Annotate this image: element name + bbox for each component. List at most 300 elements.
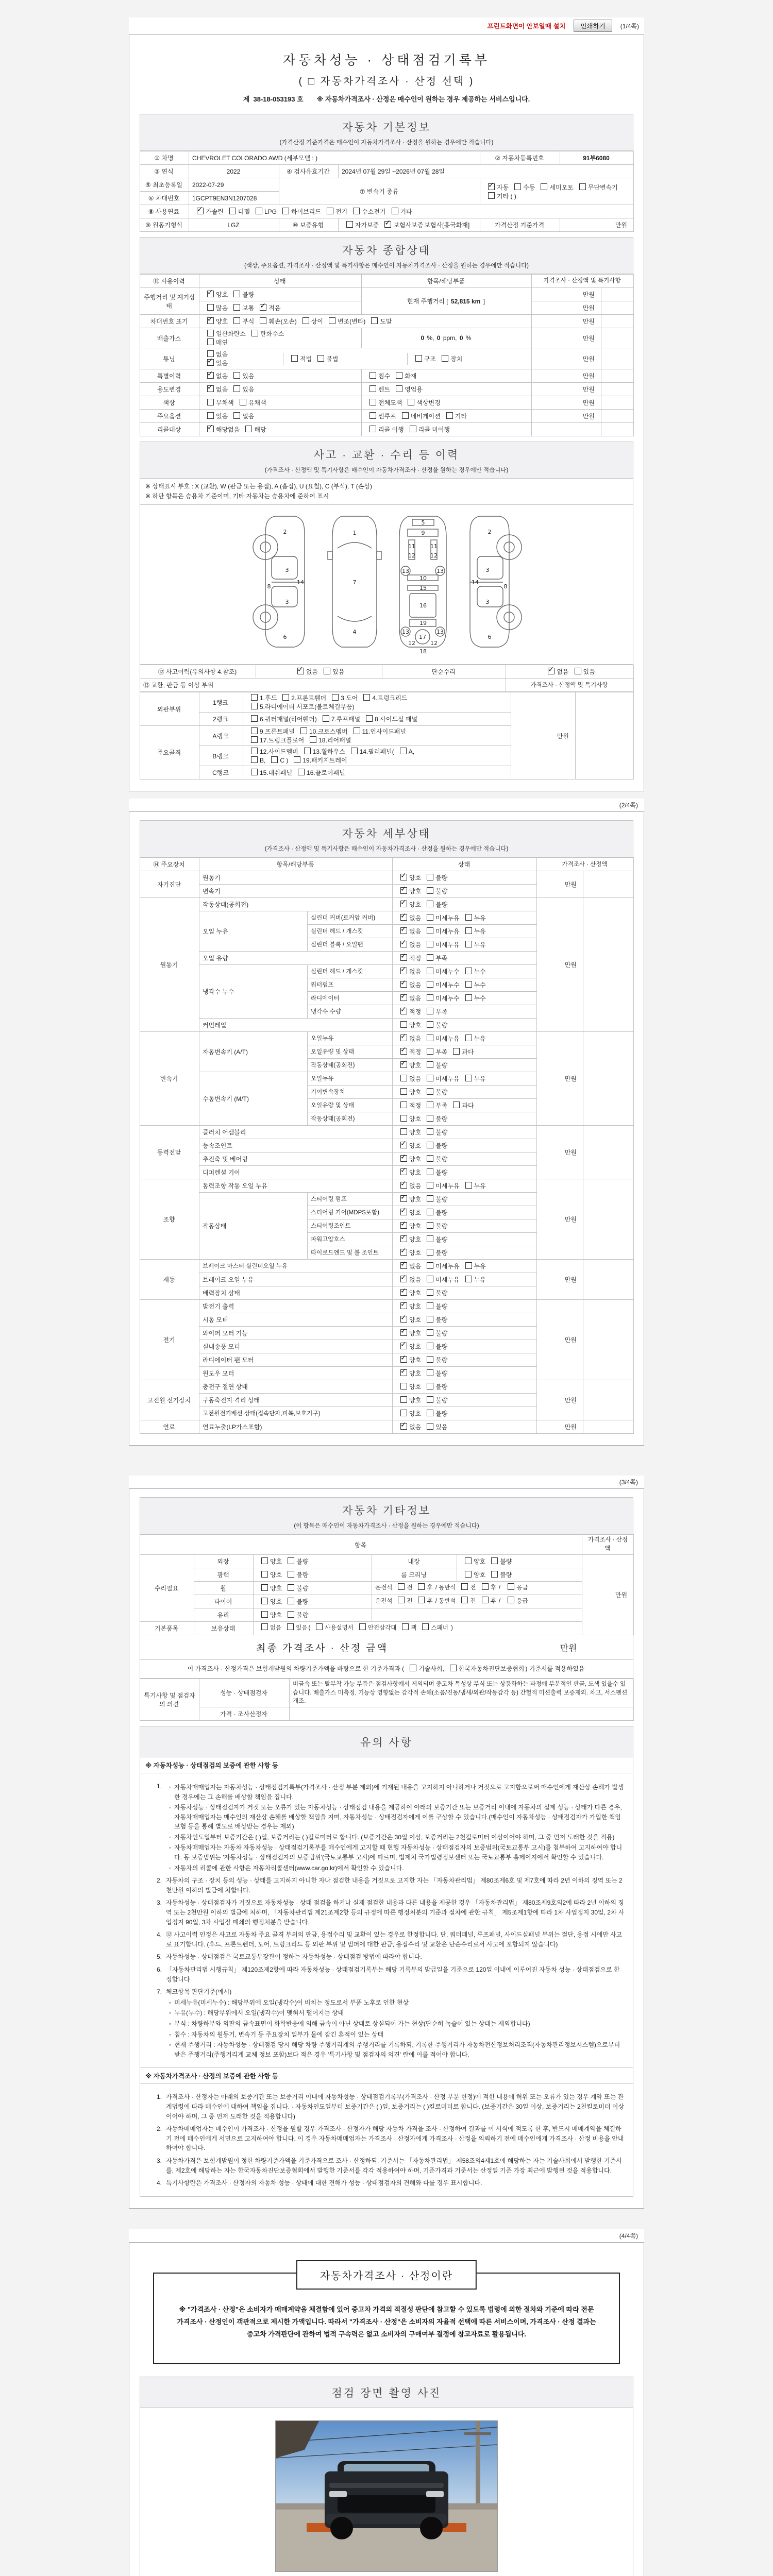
checkbox[interactable] [427, 1142, 433, 1148]
checkbox[interactable] [261, 1611, 268, 1618]
checkbox[interactable] [427, 994, 433, 1001]
checkbox[interactable] [400, 981, 407, 988]
cell [601, 423, 634, 436]
checkbox[interactable] [400, 1410, 407, 1416]
checkbox[interactable] [400, 1316, 407, 1323]
panel-number: 11 [430, 543, 438, 550]
table-row [140, 871, 634, 885]
checkbox[interactable] [427, 1101, 433, 1108]
cell: 만원 [537, 1260, 583, 1300]
photos-panel [140, 2408, 633, 2576]
cell: 라디에이터 팬 모터 [199, 1353, 393, 1367]
checkbox[interactable] [260, 304, 266, 311]
checkbox[interactable] [366, 715, 373, 722]
cell: 오일 유량 [199, 952, 393, 965]
cell: ✓ 적정 부족 과다 [393, 1045, 537, 1059]
checkbox[interactable] [427, 1410, 433, 1416]
checkbox[interactable] [288, 1598, 294, 1604]
checkbox[interactable] [482, 1583, 489, 1590]
document-number-line [140, 94, 633, 104]
cell: 보유상태 [194, 1621, 254, 1635]
cell: C랭크 [199, 766, 243, 779]
checkbox[interactable] [427, 941, 433, 947]
checkbox[interactable] [359, 1623, 366, 1630]
checkbox[interactable] [410, 1665, 416, 1671]
checkbox[interactable] [446, 412, 453, 419]
checkbox[interactable] [400, 1329, 407, 1336]
cell: 발전기 출력 [199, 1300, 393, 1313]
checkbox[interactable] [251, 756, 258, 763]
checkbox[interactable] [400, 1155, 407, 1162]
final-price-unit: 만원 [560, 1643, 577, 1653]
checkbox[interactable] [465, 914, 472, 921]
checkbox[interactable] [398, 1597, 405, 1603]
checkbox[interactable] [465, 1557, 472, 1564]
cell: 룸 크리닝 [372, 1568, 457, 1581]
cell: ⑨ 원동기형식 [140, 218, 189, 232]
checkbox[interactable] [400, 1276, 407, 1282]
table-row [140, 1707, 634, 1720]
checkbox[interactable] [369, 426, 376, 432]
checkbox[interactable] [400, 1343, 407, 1349]
checkbox[interactable] [396, 385, 402, 392]
cell: 비금속 또는 탈부착 가능 부품은 점검사항에서 제외되며 중고차 특성상 부식 또는 상품화하는 과정에 부분적인 판금, 도색 있을수 있습니다. 배출가스 미측정, 기능상 영향없는 감각적 손해(소음/진동/냄새/외관/작동감각 등) 간헐적 미션출력 보증제외. 차고, 서스펜션 개조. [290, 1679, 634, 1707]
checkbox[interactable] [427, 1182, 433, 1189]
checkbox[interactable] [207, 304, 214, 311]
cell: 현재 주행거리 [ 52,815 km ] [362, 288, 532, 315]
panel-number: 5 [421, 519, 425, 527]
checkbox[interactable] [427, 1061, 433, 1068]
checkbox[interactable] [288, 1557, 294, 1564]
cell: 만원 [532, 410, 601, 423]
pricing-info-body: ※ "가격조사 · 산정"은 소비자가 매매계약을 체결함에 있어 중고차 가격의 적절성 판단에 참고할 수 있도록 법령에 의한 절차와 기준에 따라 전문 가격조사 · 산정인이 객관적으로 제시한 가액입니다. 따라서 "가격조사 · 산정"은 소비자의 자율적 선택에 따른 서비스이며, 가격조사 · 산정 결과는 중고차 가격판단에 관하여 법적 구속력은 없고 소비자의 구매여부 결정에 참고자료로 활용됩니다. [177, 2305, 596, 2338]
cell: 만원 [532, 383, 601, 396]
checkbox[interactable] [579, 183, 586, 190]
checkbox[interactable] [207, 317, 214, 324]
checkbox[interactable] [400, 1008, 407, 1014]
table-row [140, 692, 634, 713]
checkbox[interactable] [392, 208, 398, 214]
checkbox[interactable] [427, 1262, 433, 1269]
cell: ✓ 없음 있음 [393, 1420, 537, 1434]
cell: 있음 없음 [199, 410, 362, 423]
table-row [140, 1260, 634, 1273]
checkbox[interactable] [453, 1048, 460, 1055]
checkbox[interactable] [418, 1583, 425, 1590]
checkbox[interactable] [251, 748, 258, 754]
cell: 1.후드 2.프론트휀더 3.도어 4.트렁크리드 5.라디에이터 서포트(볼트체결부품) [243, 692, 511, 713]
checkbox[interactable] [229, 208, 236, 214]
cell: 원동기 [140, 898, 199, 1032]
checkbox[interactable] [400, 1195, 407, 1202]
checkbox[interactable] [427, 1088, 433, 1095]
table-row [140, 348, 634, 369]
checkbox[interactable] [465, 968, 472, 974]
checkbox[interactable] [514, 183, 521, 190]
checkbox[interactable] [427, 927, 433, 934]
checkbox[interactable] [427, 1356, 433, 1363]
checkbox[interactable] [427, 901, 433, 907]
checkbox[interactable] [415, 355, 422, 362]
checkbox[interactable] [346, 221, 353, 228]
checkbox[interactable] [427, 874, 433, 880]
checkbox[interactable] [488, 183, 495, 190]
checkbox[interactable] [400, 1235, 407, 1242]
checkbox[interactable] [427, 1289, 433, 1296]
checkbox[interactable] [427, 1383, 433, 1389]
cell: 단순수리 [382, 665, 506, 679]
checkbox[interactable] [317, 355, 324, 362]
panel-number: 13 [401, 629, 409, 636]
checkbox[interactable] [327, 208, 333, 214]
checkbox[interactable] [400, 1128, 407, 1135]
cell: 조향 [140, 1179, 199, 1260]
checkbox[interactable] [427, 1075, 433, 1081]
checkbox[interactable] [288, 1611, 294, 1618]
checkbox[interactable] [354, 727, 360, 734]
checkbox[interactable] [427, 1276, 433, 1282]
cell: 만원 [532, 348, 601, 369]
checkbox[interactable] [427, 968, 433, 974]
cell: 외판부위 [140, 692, 199, 726]
notice-item: 1. ◦ 자동차매매업자는 자동차성능 · 상태점검기록부(가격조사 · 산정 부분 제외)에 기재된 내용을 고지하지 아니하거나 거짓으로 고지함으로써 매수인에게 재산상 손해가 발생한 경우에는 그 손해를 배상할 책임을 집니다. ◦ 자동차성능 · 상태점검자가 거짓 또는 오류가 있는 자동차성능 · 상태점검 내용을 제공하여 아래의 보증기간 또는 보증거리 이내에 자동차의 실제 성능 · 상태가 다른 경우, 자동차매매업자는 매수인의 재산상 손해를 배상할 책임을 지며, 자동차성능 · 상태점검자에게 이를 구상할 수 있습니다.(매수인이 자동차성능 · 상태점검자가 가입한 책임보험 등을 통해 별도로 배상받는 경우는 제외) ◦ 자동차인도일부터 보증기간은 ( )일, 보증거리는 ( )킬로미터로 합니다. (보증기간은 30일 이상, 보증거리는 2천킬로미터 이상이어야 하며, 그 중 먼저 도래한 것을 적용) ◦ 자동차매매업자는 자동차 자동차성능 · 상태점검기록부를 매수인에게 고지할 때 현행 자동차성능 · 상태점검자의 보증범위(국토교통부 고시)를 첨부하여 고지하여야 합니다. 동 보증범위는 '자동차성능 · 상태점검자의 보증범위'(국토교통부 고시)에 따르며, 법제처 국가법령정보센터 또는 국토교통부 홈페이지에서 확인할 수 있습니다. ◦ 자동차의 리콜에 관한 사항은 자동차리콜센터(www.car.go.kr)에서 확인할 수 있습니다. [156, 1782, 624, 1872]
checkbox[interactable] [207, 426, 214, 432]
checkbox[interactable] [233, 304, 240, 311]
checkbox[interactable] [450, 1665, 457, 1671]
checkbox[interactable] [261, 1623, 268, 1630]
checkbox[interactable] [400, 1423, 407, 1430]
section-basic-info [140, 114, 633, 151]
checkbox[interactable] [251, 769, 258, 775]
cell: 운전석 전 후 / 동반석 전 후 / 응급 [372, 1581, 582, 1595]
checkbox[interactable] [323, 715, 329, 722]
table-row [140, 898, 634, 911]
checkbox[interactable] [233, 372, 240, 379]
checkbox[interactable] [294, 756, 300, 763]
checkbox[interactable] [298, 769, 305, 775]
checkbox[interactable] [207, 359, 214, 366]
checkbox[interactable] [324, 668, 330, 674]
checkbox[interactable] [427, 1048, 433, 1055]
checkbox[interactable] [427, 1008, 433, 1014]
cell: 무채색 유채색 [199, 396, 362, 410]
checkbox[interactable] [575, 668, 581, 674]
checkbox[interactable] [400, 748, 407, 754]
cell: 상태 [199, 275, 362, 288]
checkbox[interactable] [245, 426, 252, 432]
print-toolbar [129, 18, 644, 34]
checkbox[interactable] [400, 1383, 407, 1389]
checkbox[interactable] [427, 887, 433, 894]
checkbox[interactable] [427, 981, 433, 988]
cell [601, 348, 634, 369]
checkbox[interactable] [261, 1584, 268, 1591]
checkbox[interactable] [465, 994, 472, 1001]
checkbox[interactable] [465, 927, 472, 934]
checkbox[interactable] [400, 1115, 407, 1122]
checkbox[interactable] [453, 1101, 460, 1108]
checkbox[interactable] [427, 1329, 433, 1336]
checkbox[interactable] [233, 385, 240, 392]
cell: 많음 보통 ✓ 적음 [199, 301, 362, 315]
cell: 윈도우 모터 [199, 1367, 393, 1380]
checkbox[interactable] [400, 1168, 407, 1175]
checkbox[interactable] [251, 703, 258, 709]
checkbox[interactable] [233, 317, 240, 324]
panel-number: 19 [419, 620, 427, 627]
checkbox[interactable] [363, 694, 370, 701]
checkbox[interactable] [400, 941, 407, 947]
checkbox[interactable] [282, 694, 289, 701]
checkbox[interactable] [482, 1597, 489, 1603]
notice-item: 4. ⑫ 사고이력 인정은 사고로 자동차 주요 골격 부위의 판금, 용접수리 및 교환이 있는 경우로 한정합니다. 단, 쿼터패널, 루프패널, 사이드실패널 부위는 절단, 용접 시에만 사고로 표기합니다. (후드, 프론트펜더, 도어, 트렁크리드 등 외판 부위 및 범퍼에 대한 판금, 용접수리 및 교환은 단순수리로서 사고에 포함되지 않습니다) [156, 1931, 623, 1948]
checkbox[interactable] [332, 694, 339, 701]
checkbox[interactable] [303, 317, 309, 324]
checkbox[interactable] [427, 1155, 433, 1162]
checkbox[interactable] [400, 1356, 407, 1363]
checkbox[interactable] [427, 1423, 433, 1430]
checkbox[interactable] [465, 981, 472, 988]
cell: 실린더 헤드 / 개스킷 [308, 925, 393, 938]
section-title: 유의 사항 [360, 1736, 413, 1749]
checkbox[interactable] [400, 1262, 407, 1269]
checkbox[interactable] [400, 954, 407, 961]
checkbox[interactable] [465, 1075, 472, 1081]
checkbox[interactable] [488, 192, 495, 199]
checkbox[interactable] [398, 1583, 405, 1590]
cell: ✓ 없음 미세누유 누유 [393, 938, 537, 952]
checkbox[interactable] [197, 208, 204, 214]
checkbox[interactable] [427, 1035, 433, 1041]
checkbox[interactable] [251, 715, 258, 722]
checkbox[interactable] [427, 1168, 433, 1175]
checkbox[interactable] [465, 1276, 472, 1282]
checkbox[interactable] [369, 412, 376, 419]
checkbox[interactable] [400, 1075, 407, 1081]
cell: 특별이력 [140, 369, 199, 383]
checkbox[interactable] [316, 1623, 323, 1630]
checkbox[interactable] [427, 1209, 433, 1215]
checkbox[interactable] [400, 1088, 407, 1095]
checkbox[interactable] [402, 1623, 409, 1630]
checkbox[interactable] [400, 901, 407, 907]
checkbox[interactable] [461, 1597, 468, 1603]
checkbox[interactable] [287, 1623, 294, 1630]
checkbox[interactable] [400, 1021, 407, 1028]
checkbox[interactable] [260, 317, 266, 324]
cell: 동력전달 [140, 1126, 199, 1179]
checkbox[interactable] [207, 412, 214, 419]
checkbox[interactable] [288, 1571, 294, 1578]
checkbox[interactable] [491, 1571, 498, 1578]
checkbox[interactable] [400, 968, 407, 974]
checkbox[interactable] [427, 1115, 433, 1122]
cell [583, 1420, 634, 1434]
cell: B랭크 [199, 746, 243, 766]
checkbox[interactable] [297, 668, 304, 674]
cell: 유리 [194, 1608, 254, 1621]
checkbox[interactable] [408, 399, 414, 405]
checkbox[interactable] [491, 1557, 498, 1564]
checkbox[interactable] [240, 399, 246, 405]
checkbox[interactable] [427, 954, 433, 961]
cell: 전기 [140, 1300, 199, 1380]
cell: 15.대쉬패널 16.플로어패널 [243, 766, 511, 779]
cell [583, 1380, 634, 1420]
cell: ✓ 없음 미세누유 누유 [393, 925, 537, 938]
checkbox[interactable] [304, 748, 311, 754]
checkbox[interactable] [369, 385, 376, 392]
checkbox[interactable] [291, 355, 298, 362]
checkbox[interactable] [400, 1222, 407, 1229]
checkbox[interactable] [427, 1222, 433, 1229]
checkbox[interactable] [310, 736, 316, 743]
checkbox[interactable] [465, 1571, 472, 1578]
checkbox[interactable] [442, 355, 448, 362]
checkbox[interactable] [251, 694, 258, 701]
document-number: 제 38-18-053193 호 [243, 95, 304, 103]
checkbox[interactable] [384, 221, 391, 228]
car-diagram-panel [140, 505, 633, 665]
cell: 만원 [532, 288, 601, 301]
checkbox[interactable] [427, 1302, 433, 1309]
checkbox[interactable] [465, 1182, 472, 1189]
checkbox[interactable] [288, 1584, 294, 1591]
checkbox[interactable] [427, 914, 433, 921]
checkbox[interactable] [400, 927, 407, 934]
panel-number: 9 [421, 530, 425, 537]
checkbox[interactable] [400, 994, 407, 1001]
checkbox[interactable] [400, 1396, 407, 1403]
accident-summary-table [140, 665, 634, 692]
checkbox[interactable] [207, 399, 214, 405]
cell: 항목/해당부품 [199, 858, 393, 871]
checkbox[interactable] [351, 748, 358, 754]
checkbox[interactable] [261, 1598, 268, 1604]
notice-item: 3. 자동차성능 · 상태점검자가 거짓으로 자동차성능 · 상태 점검을 하거나 실제 점검한 내용과 다른 내용을 제공한 경우 「자동차관리법」 제80조제9호의2에 따라 2년 이하의 징역 또는 2천만원 이하의 벌금에 처하며, 「자동차관리법 제21조제2항 등의 규정에 따른 행정처분의 기준과 절차에 관한 규칙」 제5조제1항에 따라 1차 사업정지 30일, 2차 사업정지 90일, 3차 사업장 폐쇄의 행정처분을 받습니다. [156, 1899, 625, 1926]
checkbox[interactable] [427, 1369, 433, 1376]
checkbox[interactable] [541, 183, 547, 190]
checkbox[interactable] [207, 372, 214, 379]
checkbox[interactable] [207, 330, 214, 336]
checkbox[interactable] [369, 372, 376, 379]
cell: 주요옵션 [140, 410, 199, 423]
checkbox[interactable] [400, 1048, 407, 1055]
table-row [140, 1679, 634, 1707]
checkbox[interactable] [427, 1021, 433, 1028]
checkbox[interactable] [427, 1195, 433, 1202]
checkbox[interactable] [400, 874, 407, 880]
checkbox[interactable] [427, 1316, 433, 1323]
cell: 외장 [194, 1554, 254, 1568]
checkbox[interactable] [400, 1289, 407, 1296]
table-row [140, 165, 634, 178]
checkbox[interactable] [427, 1128, 433, 1135]
checkbox[interactable] [427, 1343, 433, 1349]
checkbox[interactable] [410, 426, 416, 432]
print-button[interactable]: 인쇄하기 [574, 20, 612, 32]
checkbox[interactable] [465, 941, 472, 947]
checkbox[interactable] [508, 1583, 514, 1590]
panel-number: 12 [430, 640, 438, 647]
sheet-page-1 [129, 34, 644, 791]
checkbox[interactable] [353, 208, 360, 214]
cell: ✓ 양호 불량 [393, 1327, 537, 1340]
checkbox[interactable] [400, 1061, 407, 1068]
cell: 오일누유 [308, 1072, 393, 1086]
checkbox[interactable] [251, 727, 258, 734]
car-diagram [246, 509, 527, 657]
checkbox[interactable] [400, 1249, 407, 1256]
checkbox[interactable] [261, 1571, 268, 1578]
checkbox[interactable] [427, 1235, 433, 1242]
cell: 실린더 커버(로커암 커버) [308, 911, 393, 925]
cell: 양호 불량 [254, 1554, 372, 1568]
checkbox[interactable] [207, 385, 214, 392]
checkbox[interactable] [282, 208, 289, 214]
cell [601, 410, 634, 423]
cell [601, 369, 634, 383]
cell: 91부6080 [560, 151, 634, 165]
checkbox[interactable] [271, 756, 278, 763]
checkbox[interactable] [402, 412, 409, 419]
checkbox[interactable] [256, 208, 262, 214]
checkbox[interactable] [300, 727, 307, 734]
checkbox[interactable] [233, 291, 240, 297]
checkbox[interactable] [400, 1035, 407, 1041]
checkbox[interactable] [251, 330, 258, 336]
checkbox[interactable] [400, 1182, 407, 1189]
checkbox[interactable] [422, 1623, 429, 1630]
checkbox[interactable] [400, 1209, 407, 1215]
checkbox[interactable] [465, 1262, 472, 1269]
checkbox[interactable] [461, 1583, 468, 1590]
checkbox[interactable] [371, 317, 378, 324]
checkbox[interactable] [261, 1557, 268, 1564]
checkbox[interactable] [400, 1101, 407, 1108]
cell: 수리필요 [140, 1554, 194, 1621]
panel-number: 3 [285, 599, 289, 606]
legend-line-2: ※ 하단 항목은 승용차 기준이며, 기타 자동차는 승용차에 준하여 표시 [145, 493, 329, 500]
checkbox[interactable] [207, 338, 214, 345]
cell: 가격 · 조사산정자 [199, 1707, 290, 1720]
checkbox[interactable] [251, 736, 258, 743]
cell: ✓ 없음 있음 [506, 665, 634, 679]
table-row [140, 1581, 634, 1595]
cell: 용도변경 [140, 383, 199, 396]
checkbox[interactable] [427, 1396, 433, 1403]
checkbox[interactable] [548, 668, 554, 674]
cell: 1GCPT9EN3N1207028 [189, 192, 279, 205]
checkbox[interactable] [465, 1035, 472, 1041]
checkbox[interactable] [329, 317, 335, 324]
checkbox[interactable] [427, 1249, 433, 1256]
checkbox[interactable] [233, 412, 240, 419]
checkbox[interactable] [369, 399, 376, 405]
checkbox[interactable] [508, 1597, 514, 1603]
checkbox[interactable] [400, 887, 407, 894]
checkbox[interactable] [396, 372, 402, 379]
checkbox[interactable] [207, 291, 214, 297]
checkbox[interactable] [418, 1597, 425, 1603]
checkbox[interactable] [400, 1369, 407, 1376]
checkbox[interactable] [400, 1142, 407, 1148]
cell: 리콜 이행 리콜 미이행 [362, 423, 532, 436]
checkbox[interactable] [400, 914, 407, 921]
panel-number: 15 [419, 585, 427, 592]
checkbox[interactable] [400, 1302, 407, 1309]
cell: ✓ 없음 미세누수 누수 [393, 965, 537, 978]
